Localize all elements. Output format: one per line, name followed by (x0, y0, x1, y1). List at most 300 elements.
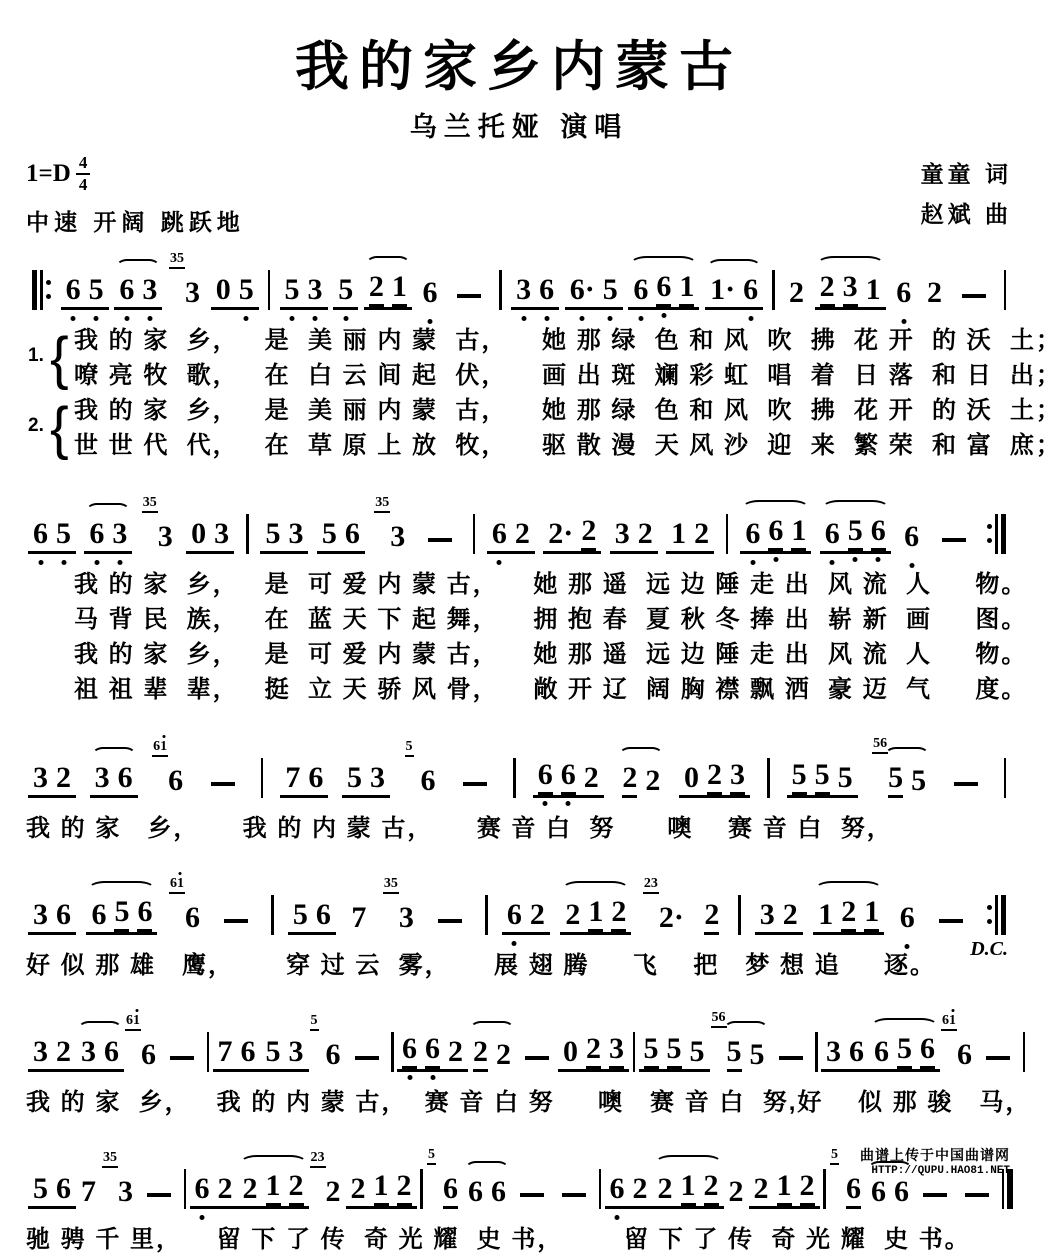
barline (1002, 758, 1008, 798)
note-group (873, 735, 931, 798)
note-group (617, 760, 665, 798)
note-group (186, 516, 234, 554)
note-group (755, 897, 803, 935)
watermark-url: HTTP://QUPU.HAO81.NET (871, 1165, 1010, 1177)
note: 3 (759, 897, 775, 931)
barline-thin (485, 895, 488, 935)
note-group (28, 1171, 76, 1209)
note-group (142, 494, 178, 554)
note-group (666, 516, 714, 554)
repeat-dot (987, 919, 992, 924)
slur-arc (724, 1021, 768, 1037)
repeat-dots (987, 895, 992, 935)
dash-note (457, 294, 481, 298)
note-group (86, 894, 157, 935)
note-group (76, 1034, 124, 1072)
note-group (953, 294, 995, 310)
lyric-line: 我 的 家 乡， 是 可 爱 内 蒙 古， 她 那 遥 远 边 陲 走 出 风 流 人 物。 (74, 640, 1028, 668)
repeat-dot (46, 280, 51, 285)
octave-dot (117, 560, 122, 565)
slur-arc (630, 256, 697, 272)
barline (498, 270, 504, 310)
note-group (310, 1012, 346, 1072)
octave-dot (853, 557, 858, 562)
note-group (405, 738, 441, 798)
note: 5 (603, 275, 618, 307)
lyricist-credit: 童童 词 (920, 161, 1012, 187)
barline-thick (1001, 895, 1007, 935)
octave-dot (566, 801, 571, 806)
barline-thin (268, 270, 271, 310)
barline-thin (633, 1032, 636, 1072)
music-system (26, 868, 1012, 983)
note: 6 (610, 1174, 625, 1206)
barline-thin (261, 758, 264, 798)
note-group (922, 275, 947, 310)
note: 6 (874, 1034, 889, 1068)
note-group (463, 1174, 511, 1209)
octave-dot (71, 316, 76, 321)
note-group (90, 760, 138, 798)
barline (419, 1169, 425, 1209)
note: 6 (137, 897, 152, 932)
lyrics-block (26, 567, 1028, 707)
note-group (821, 1034, 869, 1072)
note: 2 (657, 1171, 673, 1205)
note: 2 (325, 1174, 341, 1208)
note: 6 (33, 519, 48, 551)
note: 0 (191, 516, 207, 550)
note-group (260, 516, 308, 554)
note: 6 (325, 1037, 341, 1071)
barline-thin (823, 1169, 826, 1209)
note: 2 (753, 1171, 769, 1205)
note: 1 (864, 897, 879, 932)
key-label: 1=D (26, 159, 71, 187)
barline (1002, 270, 1008, 310)
note: 6 (846, 1174, 861, 1209)
verse-brace: { (50, 324, 69, 391)
note: 3 (81, 1034, 96, 1068)
barline-thin (767, 758, 770, 798)
note: 6 (743, 275, 758, 307)
barline (270, 895, 276, 935)
octave-dot (512, 941, 517, 946)
notation-row (26, 243, 1012, 323)
octave-dot (124, 316, 129, 321)
note: 1 (588, 897, 603, 932)
barline-thin (40, 270, 43, 310)
grace-note: 5 (310, 1012, 319, 1032)
note-group (161, 1056, 203, 1072)
note: 5 (727, 1037, 742, 1072)
note-group (543, 513, 601, 554)
barline-thin (513, 758, 516, 798)
octave-dot (407, 1075, 412, 1080)
note: 6 (896, 278, 911, 310)
dash-note (428, 538, 452, 542)
note-group (468, 1034, 516, 1072)
note: 2 (397, 1171, 412, 1206)
note: 6 (492, 519, 507, 551)
octave-dot (61, 560, 66, 565)
note: 5 (285, 275, 300, 307)
octave-dot (343, 316, 348, 321)
dash-note (965, 1193, 989, 1197)
note-group (784, 275, 809, 310)
note-group (153, 738, 188, 798)
note-group (605, 1171, 653, 1209)
octave-dot (748, 316, 753, 321)
note: 5 (346, 760, 362, 794)
note-group (749, 1168, 820, 1209)
grace-high-note: 1 (949, 1012, 956, 1028)
watermark (860, 1145, 1010, 1177)
note: 6 (240, 1034, 256, 1068)
barline (724, 514, 730, 554)
note: 1 (679, 272, 694, 307)
note-group (238, 1168, 309, 1209)
note-group (956, 1193, 998, 1209)
note: 3 (118, 1174, 133, 1208)
octave-dot (876, 557, 881, 562)
note-group (28, 897, 76, 935)
grace-note: 61 (169, 875, 185, 895)
note: 2 (217, 1171, 233, 1205)
slur-arc (707, 259, 761, 275)
note: 1 (818, 897, 834, 931)
octave-dot (661, 313, 666, 318)
octave-dot (290, 316, 295, 321)
dash-note (779, 1056, 803, 1060)
note-group (114, 272, 162, 310)
note: 3 (609, 1034, 624, 1069)
barline (259, 758, 265, 798)
note-group (448, 294, 490, 310)
octave-dot (497, 560, 502, 565)
grace-note: 61 (125, 1012, 141, 1032)
barline (766, 758, 772, 798)
note: 1 (671, 516, 687, 550)
note: 2 (782, 897, 798, 931)
barline (512, 758, 518, 798)
dash-note (562, 1193, 586, 1197)
slur-arc (619, 747, 663, 763)
music-system (26, 731, 1012, 846)
barline-thin (271, 895, 274, 935)
page-title: 我的家乡内蒙古 (295, 37, 743, 97)
note: 0 (215, 272, 231, 306)
note: 5 (689, 1034, 705, 1068)
note-group (84, 516, 132, 554)
note: 5 (815, 760, 830, 795)
meta-row (26, 154, 1012, 237)
note: 3 (94, 760, 110, 794)
barline (597, 1169, 603, 1209)
barline-thin (391, 1032, 394, 1072)
note: 7 (81, 1174, 96, 1208)
note: 2 (707, 760, 722, 795)
lyric-line: 好 似 那 雄 鹰， 穿 过 云 雾， 展 翅 腾 飞 把 梦 想 追 逐。 (26, 951, 937, 979)
note: 5 (239, 275, 254, 307)
note-group (679, 757, 750, 798)
notation-row (26, 868, 1012, 948)
note: 2 (448, 1034, 463, 1068)
note: 2 (622, 763, 637, 798)
grace-note: 35 (383, 875, 399, 895)
note: 6 (538, 760, 553, 795)
note: 7 (285, 760, 301, 794)
octave-dot (200, 1215, 205, 1220)
note-group (126, 1012, 161, 1072)
note: 1 (865, 272, 881, 306)
note: 2 (514, 516, 530, 550)
score (26, 243, 1062, 1257)
music-system (26, 487, 1028, 707)
note-group (170, 250, 205, 310)
note: 6 (900, 903, 915, 935)
note: 2 (632, 1171, 648, 1205)
note-group (831, 1146, 866, 1209)
note: 3 (288, 516, 304, 550)
note: 6 (443, 1174, 458, 1209)
note: 2 (529, 897, 545, 931)
note: 5 (749, 1037, 765, 1071)
slur-arc (742, 500, 809, 516)
note: 6 (91, 897, 107, 931)
octave-dot (544, 316, 549, 321)
octave-dot (638, 316, 643, 321)
note: 2 (350, 1171, 366, 1205)
note-group (895, 900, 920, 935)
note-group (560, 894, 631, 935)
note: 3 (288, 1034, 304, 1068)
note-group (61, 272, 109, 310)
note: 2 (289, 1171, 304, 1206)
note-group (643, 875, 689, 935)
note: 6 (507, 900, 522, 932)
dash-note (211, 782, 235, 786)
note-group (418, 275, 443, 310)
note-group (977, 1056, 1019, 1072)
note: 0 (563, 1034, 578, 1068)
slur-arc (88, 881, 155, 897)
note: 2 (611, 897, 626, 932)
note: 2 (704, 900, 719, 935)
dash-note (923, 1193, 947, 1197)
repeat-dot (46, 294, 51, 299)
slur-arc (240, 1155, 307, 1171)
note: 2 (586, 1034, 601, 1069)
note: 1 (681, 1171, 696, 1206)
barline-thin (184, 1169, 187, 1209)
lyrics-block (26, 323, 1062, 463)
note: 6 (184, 900, 200, 934)
note-group (383, 875, 419, 935)
note: 3 (33, 1034, 48, 1068)
repeat-dots (987, 514, 992, 554)
verse-number: 1. (28, 344, 44, 366)
note: 6 (656, 272, 671, 307)
note: 6 (56, 1171, 71, 1205)
note: 6 (468, 1174, 483, 1208)
note-group (820, 513, 891, 554)
note-group (553, 1193, 595, 1209)
dash-note (520, 1193, 544, 1197)
lyrics-block (26, 948, 1012, 983)
barline-thin (420, 1169, 423, 1209)
time-bottom: 4 (78, 174, 88, 194)
note-group (375, 494, 410, 554)
lyric-line: 嘹 亮 牧 歌， 在 白 云 间 起 伏， 画 出 斑 斓 彩 虹 唱 着 日 落 和 日 出； (74, 361, 1062, 389)
dash-note (942, 538, 966, 542)
note-group (288, 897, 336, 935)
note: 6 (425, 1034, 440, 1069)
note: 2 (728, 1174, 744, 1208)
note-group (891, 275, 916, 310)
note: 2· (658, 900, 684, 934)
note: 6 (423, 278, 438, 310)
grace-note: 35 (169, 250, 185, 270)
grace-high-note: 1 (160, 738, 168, 754)
note: 5 (888, 763, 903, 798)
note: 5 (33, 1171, 48, 1205)
note: 2 (800, 1171, 815, 1206)
note: 3 (33, 760, 48, 794)
note-group (516, 1056, 558, 1072)
lyric-line: 我 的 家 乡， 是 可 爱 内 蒙 古， 她 那 遥 远 边 陲 走 出 风 流 人 物。 (74, 570, 1028, 598)
note: 0 (683, 760, 699, 794)
note-group (724, 1174, 749, 1209)
note: 5 (265, 516, 281, 550)
dash-note (355, 1056, 379, 1060)
note: 2 (841, 897, 856, 932)
lyric-line: 我 的 家 乡， 是 美 丽 内 蒙 古， 她 那 绿 色 和 风 吹 拂 花 开 的 沃 土； (74, 396, 1062, 424)
note-group (261, 1034, 309, 1072)
note-group (699, 897, 724, 935)
barline-thin (772, 270, 775, 310)
performer-credit: 乌兰托娅 演唱 (409, 112, 629, 142)
note-group (628, 269, 699, 310)
note: 2 (56, 1034, 71, 1068)
note: 7 (217, 1034, 233, 1068)
barline (985, 895, 1008, 935)
note-group (639, 1031, 710, 1072)
note: 3 (369, 760, 385, 794)
dash-note (224, 919, 248, 923)
note-group (190, 1171, 238, 1209)
barline-thin (599, 1169, 602, 1209)
octave-dot (773, 557, 778, 562)
note: 3 (398, 900, 414, 934)
note: 5 (848, 516, 863, 551)
verse-brace: { (50, 394, 69, 461)
repeat-dots (46, 270, 51, 310)
octave-dot (580, 316, 585, 321)
octave-dot (94, 560, 99, 565)
note: 1· (710, 272, 736, 306)
note-group (899, 519, 924, 554)
slur-arc (78, 1021, 122, 1037)
slur-arc (86, 503, 130, 519)
barline-thin (815, 1032, 818, 1072)
barline (814, 1032, 820, 1072)
note: 6 (849, 1034, 864, 1068)
note-group (428, 1146, 463, 1209)
slur-arc (465, 1161, 509, 1177)
dash-note (525, 1056, 549, 1060)
music-system (26, 1005, 1032, 1120)
dash-note (939, 919, 963, 923)
slur-arc (116, 259, 160, 275)
note: 5 (667, 1034, 682, 1069)
barline-thin (1004, 758, 1007, 798)
note: 5 (265, 1034, 281, 1068)
note-group (653, 1168, 724, 1209)
note-group (945, 782, 987, 798)
octave-dot (521, 316, 526, 321)
lyric-line: 马 背 民 族， 在 蓝 天 下 起 舞， 拥 抱 春 夏 秋 冬 捧 出 崭 新 画 图。 (74, 605, 1028, 633)
note-group (317, 516, 365, 554)
note-group (211, 272, 259, 310)
octave-dot (615, 1215, 620, 1220)
note-group (815, 269, 886, 310)
slur-arc (92, 747, 136, 763)
slur-arc (562, 881, 629, 897)
barline-thin (246, 514, 249, 554)
barline-thick (1001, 514, 1007, 554)
barline-thin (726, 514, 729, 554)
note: 6 (117, 760, 133, 794)
grace-note: 35 (142, 494, 158, 514)
note-group (429, 919, 471, 935)
octave-dot (38, 560, 43, 565)
grace-high-note: 1 (176, 875, 184, 891)
note: 6 (920, 1034, 935, 1069)
note-group (533, 757, 604, 798)
note: 5 (114, 897, 129, 932)
note: 5 (338, 275, 353, 307)
octave-dot (750, 560, 755, 565)
note: 6 (56, 897, 71, 931)
repeat-dot (987, 524, 992, 529)
note-group (76, 1174, 101, 1209)
note: 6 (825, 519, 840, 551)
barline (266, 270, 272, 310)
barline-thin (995, 895, 998, 935)
note: 5 (644, 1034, 659, 1069)
note: 2 (581, 516, 596, 551)
music-system (26, 243, 1062, 463)
note: 6 (561, 760, 576, 795)
note: 5 (897, 1034, 912, 1069)
note: 6 (89, 519, 104, 551)
note: 2· (548, 516, 574, 550)
slur-arc (655, 1155, 722, 1171)
note: 2 (56, 760, 71, 794)
note: 5 (321, 516, 337, 550)
note-group (169, 875, 205, 935)
grace-note: 5 (427, 1146, 436, 1166)
note-group (711, 1009, 770, 1072)
barline (484, 895, 490, 935)
note: 6 (539, 275, 554, 307)
note-group (28, 1034, 76, 1072)
lyric-line: 世 世 代 代， 在 草 原 上 放 牧， 驱 散 漫 天 风 沙 迎 来 繁 荣 和 富 庶； (74, 431, 1062, 459)
grace-high-note: 1 (133, 1012, 140, 1028)
note: 2 (788, 275, 804, 309)
slur-arc (815, 881, 882, 897)
